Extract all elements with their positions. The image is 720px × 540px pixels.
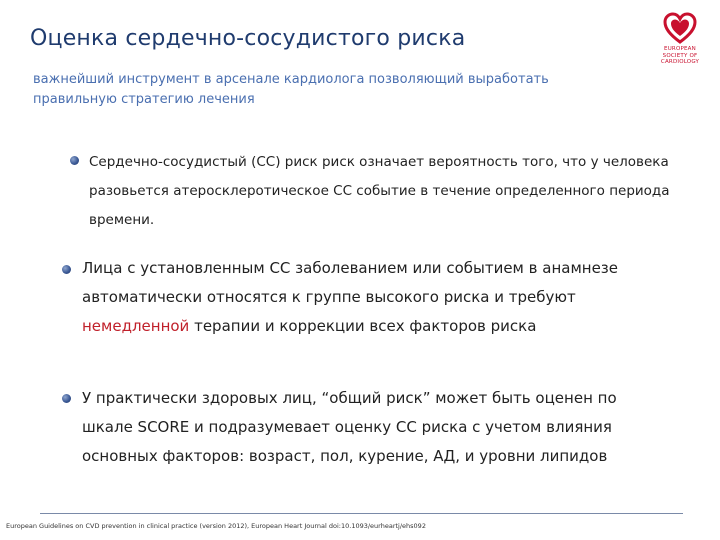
bullet-highlight: немедленной [82,317,190,335]
heart-logo-icon [663,12,697,46]
footer-citation: European Guidelines on CVD prevention in clinical practice (version 2012), European Heart Journal doi:10.1093/eurheartj/ehs092 [6,522,426,530]
footer-divider [40,513,683,514]
bullet-text-after: терапии и коррекции всех факторов риска [189,317,537,335]
slide-subtitle: важнейший инструмент в арсенале кардиолога позволяющий выработать правильную стратегию лечения [33,72,549,107]
bullet-dot-icon [70,156,79,165]
logo-line-3: CARDIOLOGY [660,59,700,65]
slide-title: Оценка сердечно-сосудистого риска [30,26,466,51]
bullet-dot-icon [62,265,71,274]
bullet-dot-icon [62,394,71,403]
logo-line-2: SOCIETY OF [662,52,698,59]
bullet-text: У практически здоровых лиц, “общий риск” может быть оценен по шкале SCORE и подразумевает оценку СС риска с учетом влияния основных факторов: возраст, пол, курение, АД, и уровни липидов [82,389,617,465]
bullet-text: Сердечно-сосудистый (СС) риск риск означает вероятность того, что у человека разовьется атеросклеротическое СС событие в течение определенного периода времени. [89,154,670,228]
esc-logo [650,12,710,100]
bullet-text-before: Лица с установленным СС заболеванием или событием в анамнезе автоматически относятся к группе высокого риска и требуют [82,259,619,306]
logo-line-1: EUROPEAN [664,46,696,52]
bullet-text [82,254,672,341]
